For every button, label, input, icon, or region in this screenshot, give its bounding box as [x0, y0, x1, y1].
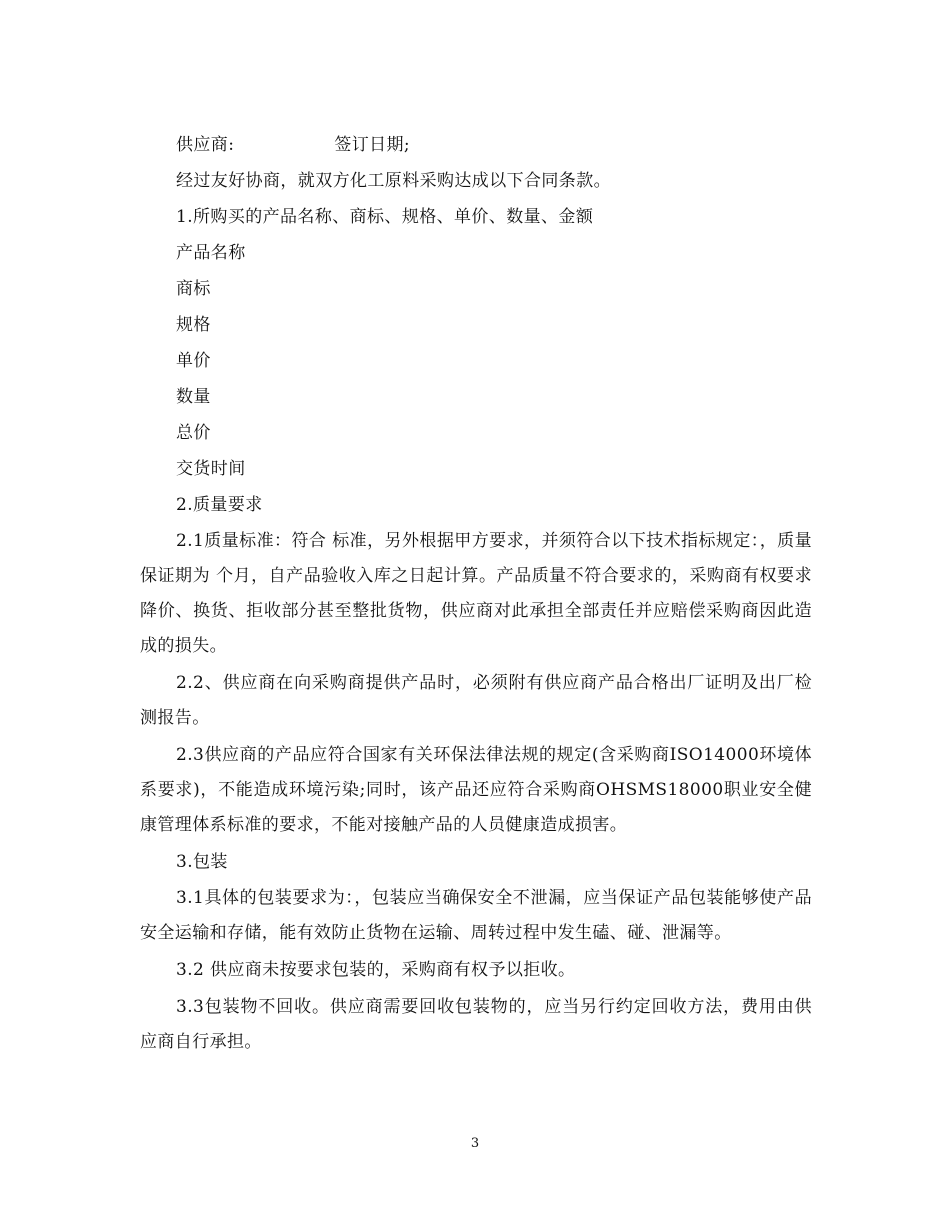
paragraph-3-2: 3.2 供应商未按要求包装的，采购商有权予以拒收。	[176, 960, 576, 980]
item-specification: 规格	[176, 315, 211, 335]
section-3-title: 3.包装	[176, 852, 228, 872]
paragraph-2-1: 2.1质量标准：符合 标准，另外根据甲方要求，并须符合以下技术指标规定：，质量保证期为 个月，自产品验收入库之日起计算。产品质量不符合要求的，采购商有权要求降价、换货、拒收部分甚至整批货物，供应商对此承担全部责任并应赔偿采购商因此造成的损失。	[140, 531, 812, 656]
item-total-price: 总价	[176, 423, 211, 443]
item-delivery-time: 交货时间	[176, 459, 246, 479]
item-quantity: 数量	[176, 387, 211, 407]
section-1-title: 1.所购买的产品名称、商标、规格、单价、数量、金额	[176, 207, 594, 227]
paragraph-3-3: 3.3包装物不回收。供应商需要回收包装物的，应当另行约定回收方法，费用由供应商自行承担。	[140, 997, 812, 1052]
sign-date-label: 签订日期;	[334, 135, 411, 155]
document-body	[140, 128, 812, 1062]
item-trademark: 商标	[176, 279, 211, 299]
intro-line: 经过友好协商，就双方化工原料采购达成以下合同条款。	[176, 171, 611, 191]
supplier-label: 供应商:	[176, 135, 235, 155]
item-unit-price: 单价	[176, 351, 211, 371]
paragraph-2-3: 2.3供应商的产品应符合国家有关环保法律法规的规定(含采购商ISO14000环境体系要求)，不能造成环境污染;同时，该产品还应符合采购商OHSMS18000职业安全健康管理体系标准的要求，不能对接触产品的人员健康造成损害。	[140, 745, 812, 835]
paragraph-2-2: 2.2、供应商在向采购商提供产品时，必须附有供应商产品合格出厂证明及出厂检测报告。	[140, 673, 812, 728]
section-2-title: 2.质量要求	[176, 495, 263, 515]
paragraph-3-1: 3.1具体的包装要求为：，包装应当确保安全不泄漏，应当保证产品包装能够使产品安全运输和存储，能有效防止货物在运输、周转过程中发生磕、碰、泄漏等。	[140, 888, 812, 943]
header-line	[140, 128, 812, 164]
page-number: 3	[470, 1136, 480, 1151]
item-product-name: 产品名称	[176, 243, 246, 263]
